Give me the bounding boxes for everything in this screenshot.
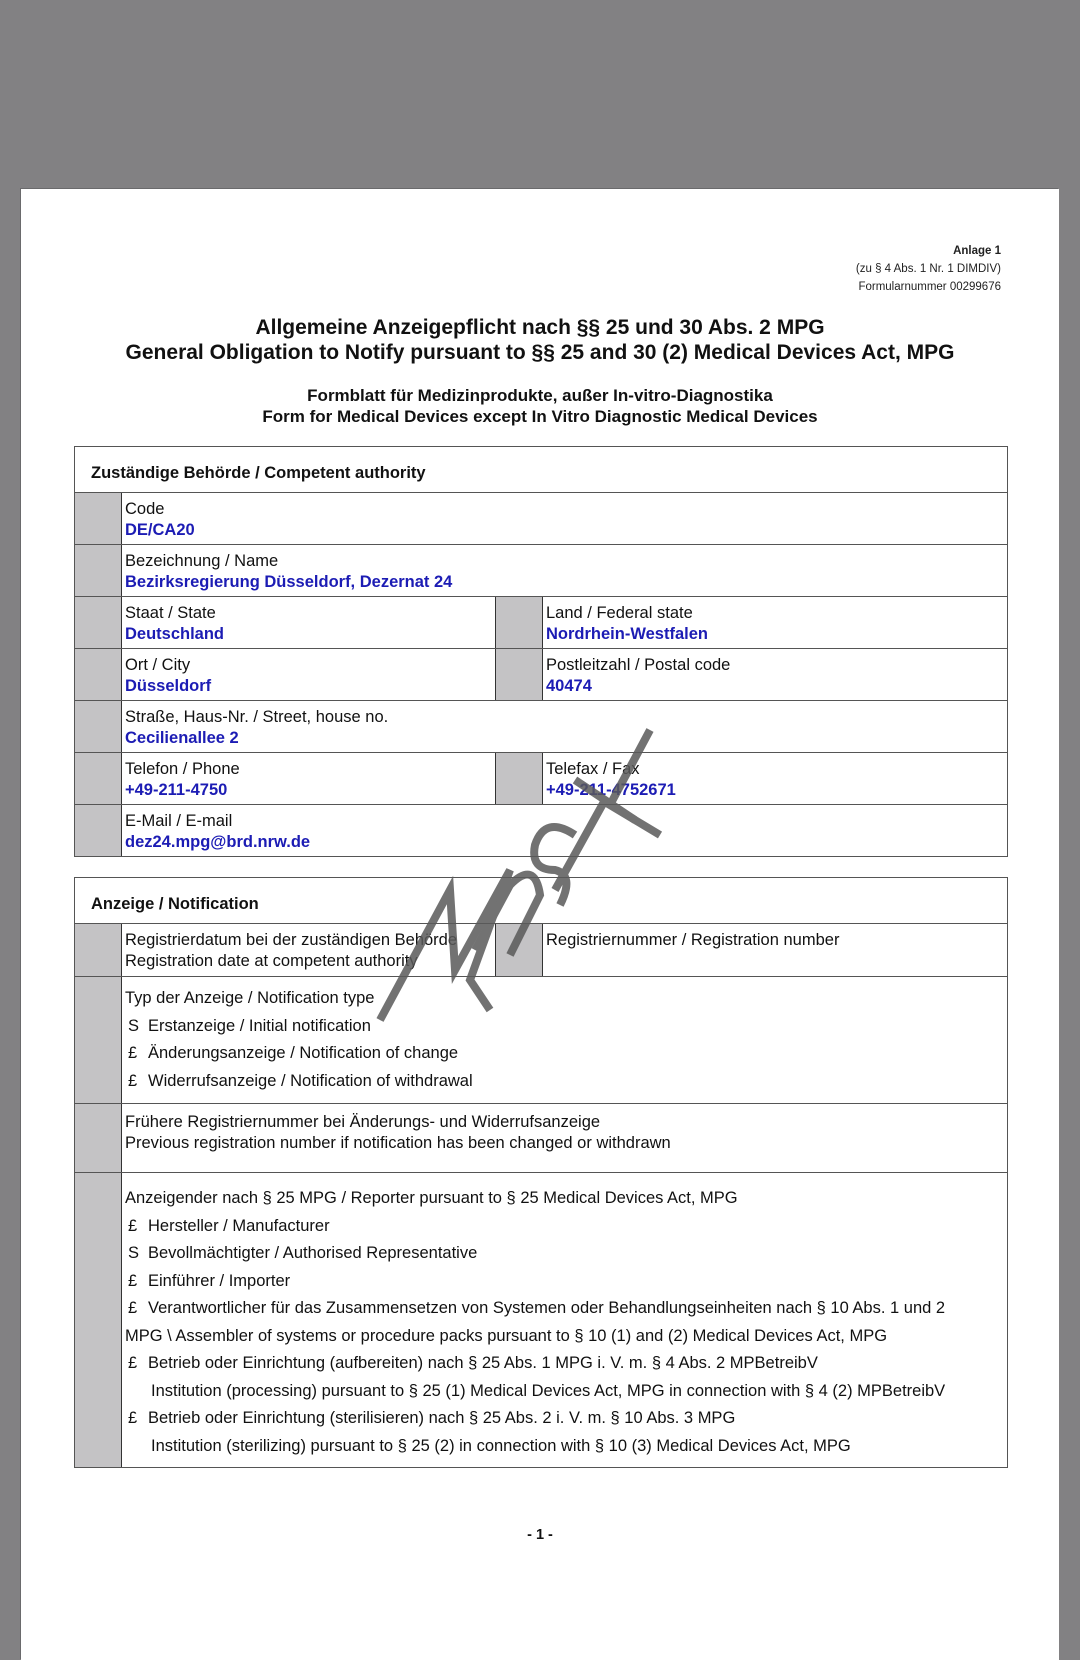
option-institution-sterilizing[interactable] [125,1405,1003,1433]
field-label: Registriernummer / Registration number [546,931,840,949]
title-english: General Obligation to Notify pursuant to §§ 25 and 30 (2) Medical Devices Act, MPG [125,341,955,364]
field-value: Düsseldorf [125,676,212,695]
field-value: Deutschland [125,624,225,643]
field-value: DE/CA20 [125,520,195,539]
row-gutter [495,924,543,976]
postal-code-field[interactable] [543,649,1007,700]
city-row [75,649,1007,701]
code-row [75,493,1007,545]
phone-field[interactable] [122,753,495,804]
option-authorised-representative[interactable] [125,1240,1003,1268]
street-field[interactable] [122,701,1007,752]
option-label: Hersteller / Manufacturer [148,1216,330,1235]
page-subtitle [21,385,1059,427]
option-label-continued: Institution (sterilizing) pursuant to § 25 (2) in connection with § 10 (3) Medical Devices Act, MPG [151,1436,851,1455]
state-row [75,597,1007,649]
title-german: Allgemeine Anzeigepflicht nach §§ 25 und 30 Abs. 2 MPG [255,316,825,339]
option-label-continued: MPG \ Assembler of systems or procedure packs pursuant to § 10 (1) and (2) Medical Devices Act, MPG [125,1326,888,1345]
reporter-group [122,1173,1007,1467]
field-label: Postleitzahl / Postal code [546,656,731,674]
field-value: Cecilienallee 2 [125,728,239,747]
phone-row [75,753,1007,805]
checkbox-unchecked-icon[interactable]: £ [128,1354,138,1372]
section-heading: Anzeige / Notification [75,878,1007,924]
section-heading: Zuständige Behörde / Competent authority [75,447,1007,493]
checkbox-unchecked-icon[interactable]: £ [128,1216,138,1235]
email-field[interactable] [122,805,1007,856]
street-row [75,701,1007,753]
option-label: Betrieb oder Einrichtung (sterilisieren) nach § 25 Abs. 2 i. V. m. § 10 Abs. 3 MPG [148,1409,736,1427]
row-gutter [75,1173,122,1467]
row-gutter [75,805,122,856]
code-field[interactable] [122,493,1007,544]
option-label: Einführer / Importer [148,1271,291,1290]
subtitle-english: Form for Medical Devices except In Vitro Diagnostic Medical Devices [262,407,818,426]
option-label: Betrieb oder Einrichtung (aufbereiten) nach § 25 Abs. 1 MPG i. V. m. § 4 Abs. 2 MPBetreibV [148,1354,818,1372]
field-label: Previous registration number if notification has been changed or withdrawn [125,1133,671,1152]
registration-date-field[interactable] [122,924,495,976]
field-value: +49-211-4750 [125,780,228,799]
option-label: Widerrufsanzeige / Notification of withdrawal [148,1071,473,1090]
field-label: Telefax / Fax [546,760,640,778]
option-manufacturer[interactable] [125,1213,1003,1241]
field-label: Land / Federal state [546,604,693,622]
checkbox-unchecked-icon[interactable]: £ [128,1044,138,1062]
previous-registration-row [75,1104,1007,1173]
field-label: Registration date at competent authority [125,951,418,970]
option-importer[interactable] [125,1268,1003,1296]
row-gutter [75,597,122,648]
row-gutter [75,924,122,976]
name-row [75,545,1007,597]
checkbox-unchecked-icon[interactable]: £ [128,1071,138,1090]
notification-type-group [122,977,1007,1103]
row-gutter [75,701,122,752]
option-change[interactable] [125,1040,1003,1068]
annex-reference: (zu § 4 Abs. 1 Nr. 1 DIMDIV) [855,263,1001,275]
email-row [75,805,1007,856]
document-page [21,189,1059,1660]
form-number: Formularnummer 00299676 [858,281,1001,293]
field-label: Typ der Anzeige / Notification type [125,989,375,1007]
fax-field[interactable] [543,753,1007,804]
option-withdrawal[interactable] [125,1068,1003,1096]
competent-authority-section [74,446,1008,857]
row-gutter [75,649,122,700]
field-label: Frühere Registriernummer bei Änderungs- und Widerrufsanzeige [125,1113,601,1131]
field-label: Ort / City [125,656,191,674]
registration-row [75,924,1007,977]
notification-section [74,877,1008,1468]
row-gutter [75,493,122,544]
field-value: 40474 [546,676,592,695]
page-number: - 1 - [527,1527,553,1543]
field-label: Code [125,500,165,518]
row-gutter [75,753,122,804]
annex-title: Anlage 1 [953,245,1001,257]
option-initial[interactable] [125,1013,1003,1041]
checkbox-checked-icon[interactable]: S [128,1244,140,1262]
row-gutter [495,597,543,648]
field-label: Bezeichnung / Name [125,552,279,570]
option-label-continued: Institution (processing) pursuant to § 25 (1) Medical Devices Act, MPG in connection with § 4 (2) MPBetreibV [151,1381,946,1400]
previous-registration-field[interactable] [122,1104,1007,1172]
row-gutter [75,1104,122,1172]
option-institution-processing[interactable] [125,1350,1003,1378]
notification-type-row [75,977,1007,1104]
field-label: Staat / State [125,604,216,622]
field-label: Straße, Haus-Nr. / Street, house no. [125,708,389,726]
federal-state-field[interactable] [543,597,1007,648]
field-value: Bezirksregierung Düsseldorf, Dezernat 24 [125,572,453,591]
option-label: Bevollmächtigter / Authorised Representative [148,1244,478,1262]
registration-number-field[interactable] [543,924,1007,976]
option-label: Änderungsanzeige / Notification of change [148,1044,459,1062]
option-label: Erstanzeige / Initial notification [148,1016,371,1035]
reporter-row [75,1173,1007,1467]
page-title [21,315,1059,365]
state-field[interactable] [122,597,495,648]
row-gutter [495,753,543,804]
checkbox-unchecked-icon[interactable]: £ [128,1409,138,1427]
field-label: Anzeigender nach § 25 MPG / Reporter pursuant to § 25 Medical Devices Act, MPG [125,1189,738,1207]
checkbox-unchecked-icon[interactable]: £ [128,1271,138,1290]
row-gutter [75,545,122,596]
name-field[interactable] [122,545,1007,596]
field-label: Registrierdatum bei der zuständigen Behörde [125,931,458,949]
checkbox-unchecked-icon[interactable]: £ [128,1299,138,1317]
row-gutter [495,649,543,700]
option-assembler[interactable] [125,1295,1003,1323]
subtitle-german: Formblatt für Medizinprodukte, außer In-vitro-Diagnostika [307,386,773,405]
field-label: E-Mail / E-mail [125,812,233,830]
field-label: Telefon / Phone [125,760,240,778]
field-value: Nordrhein-Westfalen [546,624,708,643]
annex-block [856,242,1001,296]
city-field[interactable] [122,649,495,700]
row-gutter [75,977,122,1103]
field-value: +49-211-4752671 [546,780,676,799]
option-label: Verantwortlicher für das Zusammensetzen von Systemen oder Behandlungseinheiten nach § 10 Abs. 1 und 2 [148,1299,946,1317]
checkbox-checked-icon[interactable]: S [128,1016,140,1035]
field-value: dez24.mpg@brd.nrw.de [125,832,311,851]
